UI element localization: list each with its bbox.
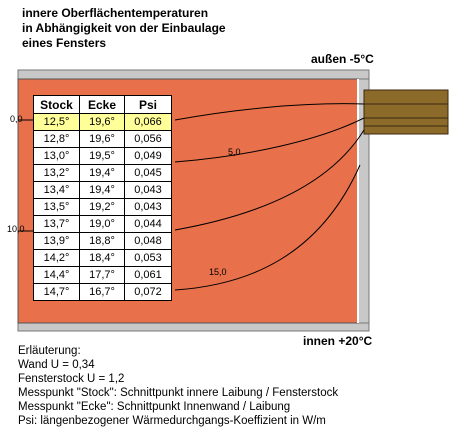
cell-stock: 13,9° (34, 233, 80, 250)
table-row (34, 250, 172, 267)
table-row (34, 182, 172, 199)
legend-line-ecke: Messpunkt "Ecke": Schnittpunkt Innenwand / Laibung (18, 401, 291, 413)
inside-temperature-label: innen +20°C (303, 334, 373, 348)
cell-psi: 0,056 (125, 131, 172, 148)
window-frame (364, 90, 448, 134)
table-row (34, 148, 172, 165)
cell-psi: 0,049 (125, 148, 172, 165)
isotherm-label-10: 10,0 (7, 224, 25, 234)
cell-ecke: 18,8° (80, 233, 125, 250)
cell-ecke: 17,7° (80, 267, 125, 284)
legend-line-frame: Fensterstock U = 1,2 (18, 373, 125, 385)
cell-ecke: 19,6° (80, 131, 125, 148)
cell-psi: 0,043 (125, 182, 172, 199)
cell-stock: 13,5° (34, 199, 80, 216)
cell-ecke: 19,4° (80, 182, 125, 199)
outside-temperature-label: außen -5°C (311, 52, 374, 66)
cell-stock: 12,8° (34, 131, 80, 148)
temperature-table (33, 95, 172, 301)
legend-line-stock: Messpunkt "Stock": Schnittpunkt innere Laibung / Fensterstock (18, 387, 339, 399)
contour-label-5: 5,0 (228, 147, 241, 157)
cell-stock: 13,0° (34, 148, 80, 165)
cell-psi: 0,048 (125, 233, 172, 250)
cell-ecke: 16,7° (80, 284, 125, 301)
title-line-1: innere Oberflächentemperaturen (22, 6, 209, 20)
isotherm-label-0: 0,0 (10, 114, 23, 124)
cell-stock: 14,2° (34, 250, 80, 267)
diagram-title (22, 6, 226, 51)
title-line-2: in Abhängigkeit von der Einbaulage (22, 21, 226, 35)
cell-stock: 14,4° (34, 267, 80, 284)
cell-ecke: 19,4° (80, 165, 125, 182)
table-row (34, 267, 172, 284)
cell-psi: 0,044 (125, 216, 172, 233)
column-header-psi: Psi (125, 96, 172, 114)
outer-plaster-layer (18, 70, 369, 79)
contour-label-15: 15,0 (209, 267, 227, 277)
legend (18, 344, 338, 428)
legend-line-psi: Psi: längenbezogener Wärmedurchgangs-Koeffizient in W/m (18, 415, 326, 427)
cell-ecke: 19,0° (80, 216, 125, 233)
cell-stock: 13,2° (34, 165, 80, 182)
column-header-ecke: Ecke (80, 96, 125, 114)
cell-psi: 0,072 (125, 284, 172, 301)
legend-line-wall: Wand U = 0,34 (18, 359, 95, 371)
cell-psi: 0,043 (125, 199, 172, 216)
table-row (34, 199, 172, 216)
table-row (34, 114, 172, 131)
legend-heading: Erläuterung: (18, 345, 81, 357)
table-row (34, 165, 172, 182)
table-row (34, 284, 172, 301)
cell-psi: 0,045 (125, 165, 172, 182)
table-row (34, 216, 172, 233)
cell-ecke: 19,2° (80, 199, 125, 216)
cell-stock: 12,5° (34, 114, 80, 131)
column-header-stock: Stock (34, 96, 80, 114)
title-line-3: eines Fensters (22, 36, 107, 50)
cell-ecke: 19,6° (80, 114, 125, 131)
table-row (34, 233, 172, 250)
cell-stock: 13,7° (34, 216, 80, 233)
cell-stock: 14,7° (34, 284, 80, 301)
cell-ecke: 19,5° (80, 148, 125, 165)
cell-stock: 13,4° (34, 182, 80, 199)
cell-psi: 0,066 (125, 114, 172, 131)
cell-psi: 0,061 (125, 267, 172, 284)
cell-ecke: 18,4° (80, 250, 125, 267)
table-header-row (34, 96, 172, 114)
cell-psi: 0,053 (125, 250, 172, 267)
table-row (34, 131, 172, 148)
inner-plaster-layer (18, 323, 369, 331)
